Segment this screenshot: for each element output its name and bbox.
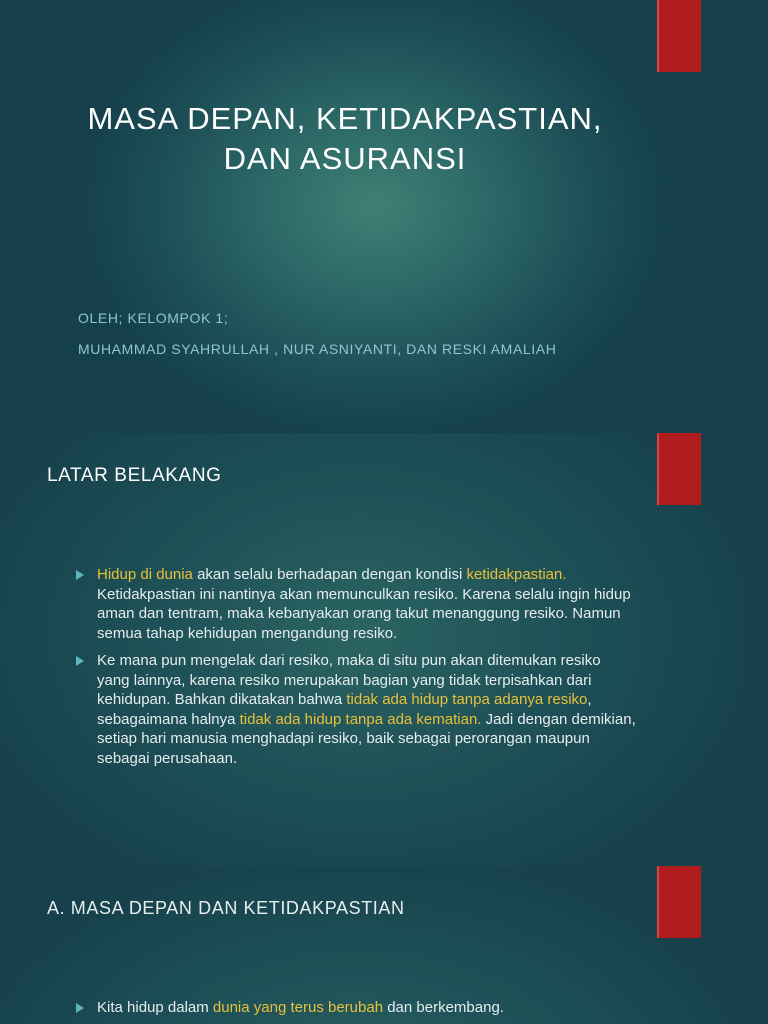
slide-heading: LATAR BELAKANG [47,465,222,486]
highlight-text: tidak ada hidup tanpa adanya resiko [346,691,588,708]
future-slide [0,866,768,1024]
bullet-list [76,565,636,776]
bullet-text: akan selalu berhadapan dengan kondisi [192,566,467,583]
subtitle-authors: MUHAMMAD SYAHRULLAH , NUR ASNIYANTI, DAN RESKI AMALIAH [78,341,557,357]
title-slide [0,0,768,433]
slide-subtitle [78,303,556,365]
triangle-bullet-icon [76,1003,84,1013]
highlight-text: tidak ada hidup tanpa ada kematian. [239,710,482,728]
bullet-text: dan berkembang. [383,999,504,1016]
red-accent-tab [657,433,701,505]
triangle-bullet-icon [76,656,84,666]
bullet-text: Ke mana pun mengelak dari resiko, maka di situ pun akan ditemukan resiko yang lainnya, karena resiko merupakan bagian yang tidak terpisahkan dari kehidupan. Bahkan dikatakan bahwa [97,652,601,708]
bullet-item [76,651,636,768]
slide-title-line1: MASA DEPAN, KETIDAKPASTIAN, [87,100,603,136]
subtitle-group: OLEH; KELOMPOK 1; [78,310,229,326]
slide-title-line2: DAN ASURANSI [223,140,467,176]
red-accent-tab [657,866,701,938]
highlight-text: dunia yang terus berubah [212,999,384,1016]
red-accent-tab [657,0,701,72]
triangle-bullet-icon [76,570,84,580]
bullet-text: Kita hidup dalam [97,999,213,1016]
bullet-text: , sebagaimana halnya [97,691,592,728]
highlight-text: Hidup di dunia [97,566,193,583]
bullet-text: Jadi dengan demikian, setiap hari manusia menghadapi resiko, baik sebagai perorangan maupun sebagai perusahaan. [97,710,636,767]
bullet-item [76,998,636,1018]
bullet-item [76,565,636,643]
bullet-list [76,998,636,1024]
highlight-text: ketidakpastian. [466,566,567,583]
slide-title [40,99,650,179]
slide-heading: A. MASA DEPAN DAN KETIDAKPASTIAN [47,898,405,918]
background-slide [0,433,768,866]
bullet-text: Ketidakpastian ini nantinya akan memunculkan resiko. Karena selalu ingin hidup aman dan tentram, maka kebanyakan orang takut menanggung resiko. Namun semua tahap kehidupan mengandung resiko. [97,585,631,642]
